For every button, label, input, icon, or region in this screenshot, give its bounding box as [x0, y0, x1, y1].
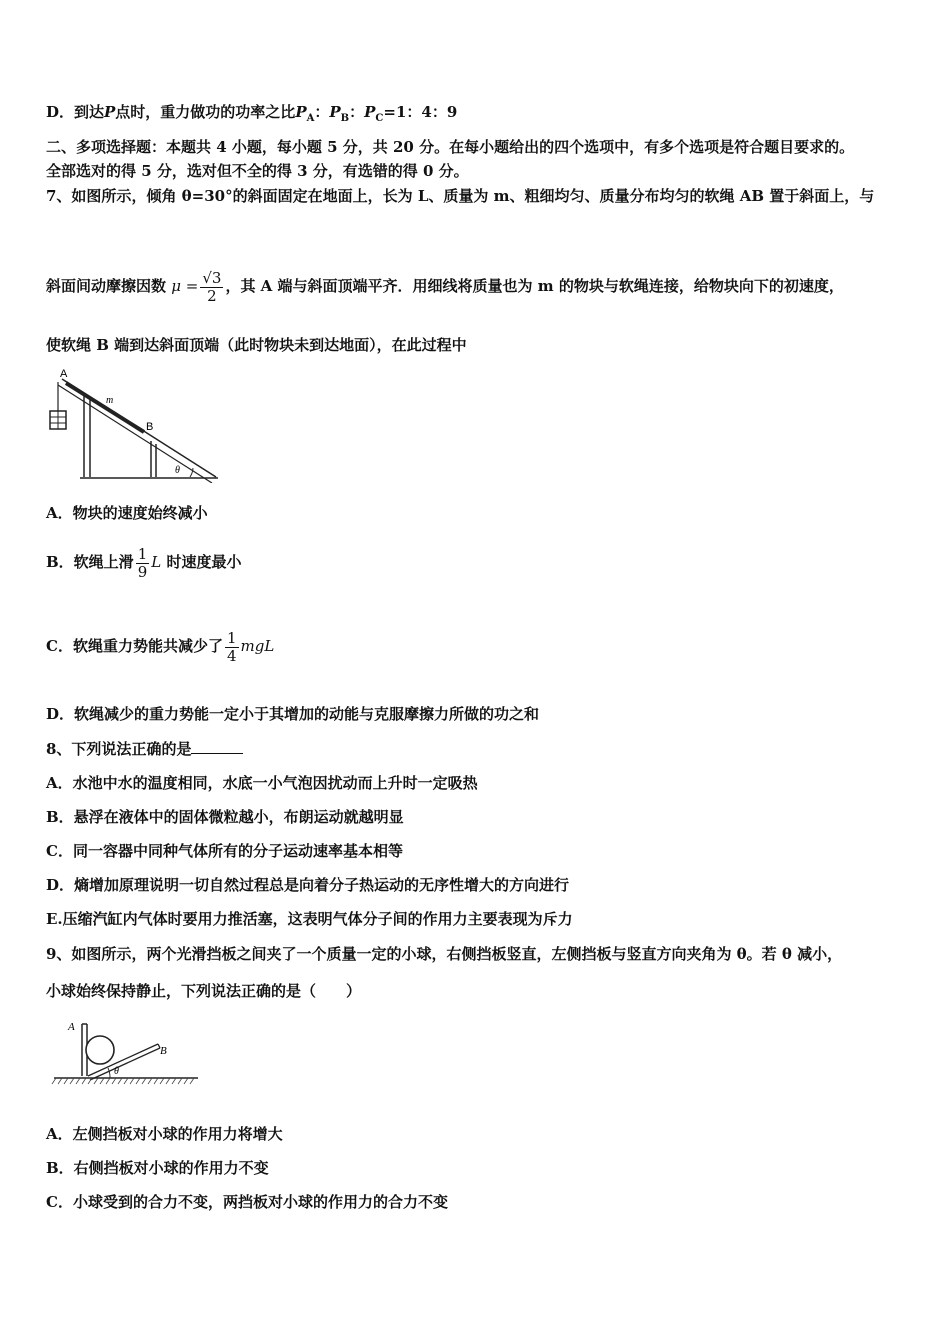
q7-text2: ，其 A 端与斜面顶端平齐．用细线将质量也为 m 的物块与软绳连接，给物块向下的初速度， [225, 277, 844, 295]
q6d-pc-sub: C [375, 113, 384, 124]
q7-mu-fraction [200, 270, 223, 305]
q7-mu-den: 2 [207, 286, 217, 305]
q8-option-b: B．悬浮在液体中的固体微粒越小，布朗运动就越明显 [46, 808, 404, 826]
q6d-pa-sub: A [306, 113, 315, 124]
q7b-text2: 时速度最小 [166, 553, 242, 571]
q9-stem-line1: 9、如图所示，两个光滑挡板之间夹了一个质量一定的小球，右侧挡板竖直，左侧挡板与竖直方向夹角为 θ。若 θ 减小， [46, 945, 843, 963]
q7-stem-line3: 使软绳 B 端到达斜面顶端（此时物块未到达地面），在此过程中 [46, 336, 467, 354]
q7-fig-label-a: A [60, 368, 68, 380]
q6d-pa: P [295, 103, 307, 121]
q8-answer-blank [191, 739, 243, 754]
q6d-text: D．到达 [46, 103, 105, 121]
q7-option-a: A．物块的速度始终减小 [46, 504, 208, 522]
q9-ball-figure [50, 1016, 200, 1088]
q7-fig-label-m: m [106, 395, 114, 406]
q9-fig-label-a: A [68, 1021, 75, 1033]
q6d-ratio: =1：4：9 [383, 103, 458, 121]
q8-stem [46, 739, 243, 759]
q9-fig-label-b: B [160, 1045, 167, 1057]
q6d-pc: P [364, 103, 376, 121]
q9-option-a: A．左侧挡板对小球的作用力将增大 [46, 1125, 283, 1143]
q7-option-c [46, 624, 274, 668]
q8-option-d: D．熵增加原理说明一切自然过程总是向着分子热运动的无序性增大的方向进行 [46, 876, 570, 894]
q6d-pb-sub: B [340, 113, 350, 124]
q7b-den: 9 [137, 562, 148, 581]
q7c-num: 1 [226, 628, 237, 647]
q7-fig-label-theta: θ [175, 465, 180, 476]
q7b-fraction [136, 546, 150, 581]
q7b-l: L [151, 553, 162, 571]
q7-mu-num: √3 [202, 268, 222, 287]
q7-mu: μ = [171, 277, 199, 295]
q9-option-c: C．小球受到的合力不变，两挡板对小球的作用力的合力不变 [46, 1193, 448, 1211]
q7-stem-line1: 7、如图所示，倾角 θ=30°的斜面固定在地面上，长为 L、质量为 m、粗细均匀、质量分布均匀的软绳 AB 置于斜面上，与 [46, 187, 875, 205]
section2-line2: 全部选对的得 5 分，选对但不全的得 3 分，有选错的得 0 分。 [46, 162, 469, 180]
q7c-text: C．软绳重力势能共减少了 [46, 637, 223, 655]
q9-option-b: B．右侧挡板对小球的作用力不变 [46, 1159, 269, 1177]
q7c-mgl: mgL [240, 637, 275, 655]
q7-stem-line2 [46, 264, 844, 308]
q8-option-a: A．水池中水的温度相同，水底一小气泡因扰动而上升时一定吸热 [46, 774, 478, 792]
q7b-text: B．软绳上滑 [46, 553, 134, 571]
q8-option-c: C．同一容器中同种气体所有的分子运动速率基本相等 [46, 842, 403, 860]
q7c-fraction [225, 630, 239, 665]
q6d-point: P [104, 103, 116, 121]
q8-stem-text: 8、下列说法正确的是 [46, 740, 192, 758]
q6d-sep2: ： [349, 103, 365, 121]
q7c-den: 4 [226, 646, 237, 665]
q6d-sep1: ： [314, 103, 330, 121]
q9-stem-line2: 小球始终保持静止，下列说法正确的是（ ） [46, 982, 362, 1000]
section2-line1: 二、多项选择题：本题共 4 小题，每小题 5 分，共 20 分。在每小题给出的四个选项中，有多个选项是符合题目要求的。 [46, 138, 855, 156]
q8-option-e: E.压缩汽缸内气体时要用力推活塞，这表明气体分子间的作用力主要表现为斥力 [46, 910, 573, 928]
q7-fig-label-b: B [146, 421, 154, 433]
q6d-pb: P [329, 103, 341, 121]
q6-option-d [46, 102, 457, 129]
q9-fig-label-theta: θ [114, 1066, 119, 1077]
q7b-num: 1 [137, 544, 148, 563]
q7-text: 斜面间动摩擦因数 [46, 277, 167, 295]
q6d-text2: 点时，重力做功的功率之比 [115, 103, 296, 121]
q7-incline-figure [44, 365, 224, 483]
q7-option-d: D．软绳减少的重力势能一定小于其增加的动能与克服摩擦力所做的功之和 [46, 705, 540, 723]
q7-option-b [46, 540, 241, 584]
